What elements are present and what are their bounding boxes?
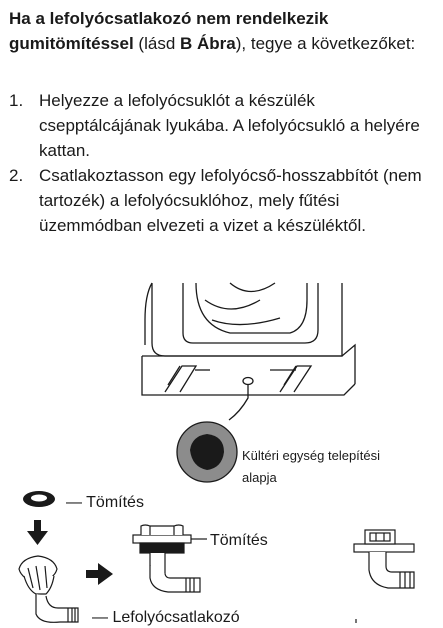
arrow-down-icon xyxy=(27,520,48,545)
connector-label: — Lefolyócsatlakozó xyxy=(92,609,240,626)
base-label-line1: Kültéri egység telepítési xyxy=(242,448,381,463)
arrow-right-icon xyxy=(86,563,113,585)
elbow-connector-illustration xyxy=(354,530,414,588)
base-hole-closeup xyxy=(177,422,237,482)
step-text: Csatlakoztasson egy lefolyócső-hosszabbítót (nem tartozék) a lefolyócsuklóhoz, mely fűtési üzemmódban elvezeti a vizet a készüléktől. xyxy=(39,166,422,235)
intro-bold-condition: Ha a lefolyócsatlakozó nem rendelkezik gumitömítéssel xyxy=(9,9,329,53)
step-number: 1. xyxy=(9,91,24,110)
step-text: Helyezze a lefolyócsuklót a készülék csepptálcájának lyukába. A lefolyócsukló a helyére kattan. xyxy=(39,91,420,160)
base-label-line2: alapja xyxy=(242,470,277,485)
step-item xyxy=(9,163,439,238)
drain-connector-illustration xyxy=(19,556,78,622)
step-item xyxy=(9,88,439,163)
intro-bold-figure-ref: B Ábra xyxy=(180,34,236,53)
seal-ring-icon xyxy=(23,491,55,507)
intro-text-1: (lásd xyxy=(133,34,180,53)
intro-text-2: ), tegye a következőket: xyxy=(235,34,416,53)
assembled-connector-illustration xyxy=(133,525,200,592)
instruction-steps xyxy=(9,88,439,238)
step-number: 2. xyxy=(9,166,24,185)
outdoor-unit-illustration xyxy=(142,283,355,420)
intro-paragraph xyxy=(9,6,434,56)
seal-label-2: Tömítés xyxy=(210,532,268,549)
seal-label-1: — Tömítés xyxy=(66,494,144,511)
